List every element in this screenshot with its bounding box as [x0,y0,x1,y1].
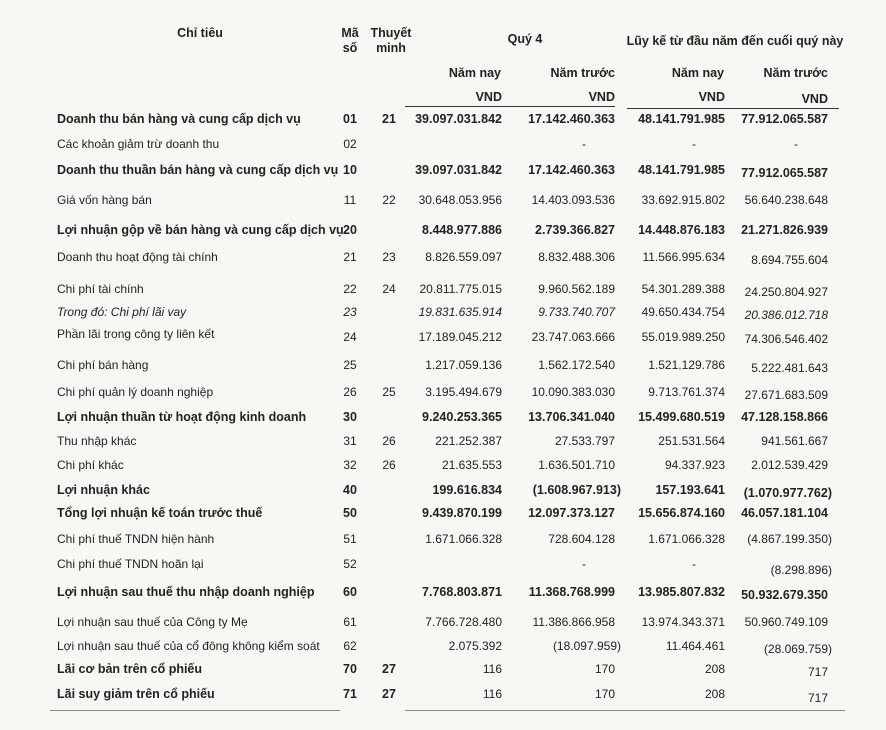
row-value-ytd-current: 208 [704,687,725,701]
row-value-q4-prior: 728.604.128 [548,532,615,546]
row-value-ytd-current: 48.141.791.985 [638,112,725,126]
table-row [0,410,886,428]
row-value-q4-prior: 8.832.488.306 [538,250,615,264]
row-label: Chi phí tài chính [57,282,144,296]
row-code: 31 [343,434,357,448]
row-value-ytd-prior: 77.912.065.587 [741,166,828,180]
row-value-ytd-prior: 21.271.826.939 [741,223,828,237]
row-label: Lợi nhuận sau thuế của Công ty Mẹ [57,615,248,629]
row-note: 27 [382,662,396,676]
row-code: 60 [343,585,357,599]
row-value-ytd-current: 48.141.791.985 [638,163,725,177]
row-value-q4-prior: 23.747.063.666 [531,330,615,344]
row-value-ytd-current: 251.531.564 [658,434,725,448]
table-row [0,305,886,323]
row-note: 22 [382,193,396,207]
row-value-ytd-prior: 941.561.667 [761,434,828,448]
table-row [0,506,886,524]
table-row [0,250,886,268]
row-value-q4-current: 116 [482,662,502,676]
row-code: 51 [343,532,357,546]
row-value-ytd-prior: 50.932.679.350 [741,588,828,602]
table-row [0,639,886,657]
row-code: 62 [343,639,357,653]
table-row [0,483,886,501]
row-code: 61 [343,615,357,629]
header-rule-luy-ke [627,108,839,109]
row-code: 22 [343,282,357,296]
row-value-q4-prior: - [582,557,586,571]
row-note: 27 [382,687,396,701]
row-value-ytd-prior: 27.671.683.509 [744,388,828,402]
row-code: 11 [343,193,357,207]
row-label: Lợi nhuận sau thuế của cổ đông không kiểm soát [57,639,320,653]
row-value-ytd-prior: 47.128.158.866 [741,410,828,424]
row-value-q4-current: 39.097.031.842 [415,163,502,177]
row-label: Lợi nhuận gộp về bán hàng và cung cấp dịch vụ [57,223,344,237]
table-row [0,112,886,130]
row-code: 71 [343,687,357,701]
row-value-q4-prior: (18.097.959) [552,639,621,653]
table-row [0,282,886,300]
row-value-ytd-prior: 2.012.539.429 [751,458,828,472]
row-label: Lợi nhuận thuần từ hoạt động kinh doanh [57,410,307,424]
row-label: Chi phí thuế TNDN hoãn lại [57,557,204,571]
row-label: Tổng lợi nhuận kế toán trước thuế [57,506,263,520]
row-code: 01 [343,112,357,126]
row-value-q4-prior: 14.403.093.536 [531,193,615,207]
header-thuyet-minh-2: minh [376,41,406,55]
table-row [0,458,886,476]
row-label: Lãi cơ bản trên cổ phiếu [57,662,203,676]
row-value-q4-current: 199.616.834 [432,483,502,497]
table-row [0,557,886,575]
row-value-q4-current: 8.826.559.097 [425,250,502,264]
row-value-q4-current: 3.195.494.679 [425,385,502,399]
row-value-q4-prior: 9.960.562.189 [538,282,615,296]
header-lk-currency-1: VND [698,90,725,104]
row-label: Lãi suy giảm trên cổ phiếu [57,687,215,701]
header-thuyet-minh-1: Thuyết [370,26,412,40]
table-row [0,385,886,403]
row-value-q4-current: 30.648.053.956 [418,193,502,207]
row-label: Lợi nhuận sau thuế thu nhập doanh nghiệp [57,585,315,599]
table-row [0,687,886,705]
table-row [0,662,886,680]
row-value-ytd-prior: 24.250.804.927 [744,285,828,299]
row-value-q4-prior: 12.097.373.127 [528,506,615,520]
header-quy-4: Quý 4 [507,32,543,46]
row-value-q4-prior: 1.636.501.710 [538,458,615,472]
row-code: 32 [343,458,357,472]
row-value-q4-prior: 170 [594,687,615,701]
row-value-q4-prior: 10.090.383.030 [531,385,615,399]
row-value-q4-current: 8.448.977.886 [422,223,502,237]
footer-rule-right [405,710,845,711]
row-value-ytd-prior: (8.298.896) [770,563,832,577]
row-value-ytd-prior: 56.640.238.648 [744,193,828,207]
row-value-q4-current: 1.671.066.328 [425,532,502,546]
table-row [0,327,886,345]
header-luy-ke: Lũy kế từ đầu năm đến cuối quý này [626,34,844,48]
row-label: Doanh thu thuần bán hàng và cung cấp dịch vụ [57,163,339,177]
row-value-ytd-prior: 717 [807,665,828,679]
row-value-q4-current: 2.075.392 [448,639,502,653]
row-value-ytd-prior: (4.867.199.350) [747,532,832,546]
table-row [0,358,886,376]
row-label: Chi phí quản lý doanh nghiệp [57,385,214,399]
row-value-ytd-current: 157.193.641 [655,483,725,497]
row-note: 26 [382,434,396,448]
row-code: 50 [343,506,357,520]
row-value-q4-prior: 17.142.460.363 [528,163,615,177]
row-value-q4-current: 116 [482,687,502,701]
row-value-q4-prior: 11.368.768.999 [528,585,615,599]
row-code: 25 [343,358,357,372]
header-rule-quy4 [405,106,615,107]
table-row [0,137,886,155]
row-value-ytd-prior: (28.069.759) [763,642,832,656]
row-value-ytd-current: 15.499.680.519 [638,410,725,424]
row-value-q4-current: 19.831.635.914 [418,305,502,319]
header-q4-nam-truoc: Năm trước [550,66,615,80]
row-value-q4-current: 20.811.775.015 [419,282,502,296]
row-value-q4-prior: (1.608.967.913) [532,483,621,497]
row-value-q4-current: 1.217.059.136 [425,358,502,372]
row-value-q4-current: 221.252.387 [435,434,502,448]
row-value-ytd-prior: - [794,137,798,151]
row-value-ytd-current: 49.650.434.754 [641,305,725,319]
row-value-q4-prior: 2.739.366.827 [535,223,615,237]
header-ma-so-2: số [342,41,358,55]
row-value-q4-current: 21.635.553 [441,458,502,472]
header-ma-so-1: Mã [341,26,359,40]
header-lk-nam-truoc: Năm trước [763,66,828,80]
row-value-ytd-current: 9.713.761.374 [648,385,725,399]
header-lk-currency-2: VND [801,92,828,106]
row-value-q4-current: 17.189.045.212 [418,330,502,344]
row-code: 20 [343,223,357,237]
row-value-ytd-current: 11.566.995.634 [642,250,725,264]
row-value-ytd-current: 14.448.876.183 [638,223,725,237]
row-label: Doanh thu bán hàng và cung cấp dịch vụ [57,112,301,126]
row-code: 24 [343,330,357,344]
row-label: Lợi nhuận khác [57,483,150,497]
row-label: Giá vốn hàng bán [57,193,152,207]
row-value-ytd-current: 54.301.289.388 [641,282,725,296]
row-value-q4-current: 9.439.870.199 [422,506,502,520]
row-note: 21 [382,112,396,126]
row-value-ytd-prior: 8.694.755.604 [751,253,828,267]
row-value-q4-current: 39.097.031.842 [415,112,502,126]
table-row [0,585,886,603]
row-value-ytd-current: 94.337.923 [664,458,725,472]
row-value-q4-prior: - [582,137,586,151]
row-label: Phần lãi trong công ty liên kết [57,327,215,341]
row-value-ytd-current: 1.521.129.786 [648,358,725,372]
row-value-ytd-current: 15.656.874.160 [638,506,725,520]
row-value-ytd-prior: (1.070.977.762) [743,486,832,500]
table-row [0,193,886,211]
row-code: 40 [343,483,357,497]
row-value-ytd-current: 55.019.989.250 [641,330,725,344]
row-value-q4-prior: 27.533.797 [554,434,615,448]
row-value-q4-prior: 9.733.740.707 [538,305,615,319]
row-label: Thu nhập khác [57,434,137,448]
row-label: Các khoản giảm trừ doanh thu [57,137,220,151]
row-note: 24 [382,282,396,296]
table-row [0,223,886,241]
header-q4-currency-2: VND [588,90,615,104]
row-note: 26 [382,458,396,472]
row-code: 30 [343,410,357,424]
row-value-q4-prior: 170 [594,662,615,676]
table-row [0,615,886,633]
row-value-q4-prior: 11.386.866.958 [532,615,615,629]
row-value-ytd-current: - [692,557,696,571]
row-code: 10 [343,163,357,177]
row-value-q4-prior: 17.142.460.363 [528,112,615,126]
row-value-ytd-prior: 20.386.012.718 [744,308,828,322]
row-value-ytd-prior: 77.912.065.587 [741,112,828,126]
header-lk-nam-nay: Năm nay [671,66,724,80]
row-note: 25 [382,385,396,399]
row-code: 21 [343,250,357,264]
row-code: 52 [343,557,357,571]
row-label: Chi phí bán hàng [57,358,149,372]
row-value-ytd-prior: 74.306.546.402 [744,332,828,346]
table-row [0,163,886,181]
row-code: 23 [343,305,357,319]
header-q4-currency-1: VND [475,90,502,104]
row-label: Chi phí khác [57,458,124,472]
row-value-ytd-prior: 46.057.181.104 [741,506,828,520]
row-value-ytd-prior: 50.960.749.109 [744,615,828,629]
row-note: 23 [382,250,396,264]
row-value-ytd-current: 1.671.066.328 [648,532,725,546]
header-q4-nam-nay: Năm nay [448,66,501,80]
row-code: 02 [343,137,357,151]
row-value-q4-prior: 13.706.341.040 [528,410,615,424]
row-value-ytd-current: 208 [704,662,725,676]
row-label: Chi phí thuế TNDN hiện hành [57,532,215,546]
header-chi-tieu: Chỉ tiêu [177,26,223,40]
row-value-q4-current: 7.768.803.871 [422,585,502,599]
row-value-ytd-current: 33.692.915.802 [641,193,725,207]
row-label: Trong đó: Chi phí lãi vay [57,305,187,319]
row-value-ytd-current: 13.974.343.371 [641,615,725,629]
row-value-ytd-prior: 5.222.481.643 [751,361,828,375]
footer-rule-left [50,710,340,711]
row-value-ytd-current: - [692,137,696,151]
row-value-ytd-current: 11.464.461 [665,639,725,653]
row-label: Doanh thu hoạt động tài chính [57,250,218,264]
row-value-q4-current: 9.240.253.365 [422,410,502,424]
row-value-ytd-prior: 717 [807,691,828,705]
row-value-ytd-current: 13.985.807.832 [638,585,725,599]
row-code: 70 [343,662,357,676]
row-value-q4-prior: 1.562.172.540 [538,358,615,372]
table-row [0,434,886,452]
row-value-q4-current: 7.766.728.480 [425,615,502,629]
row-code: 26 [343,385,357,399]
table-row [0,532,886,550]
